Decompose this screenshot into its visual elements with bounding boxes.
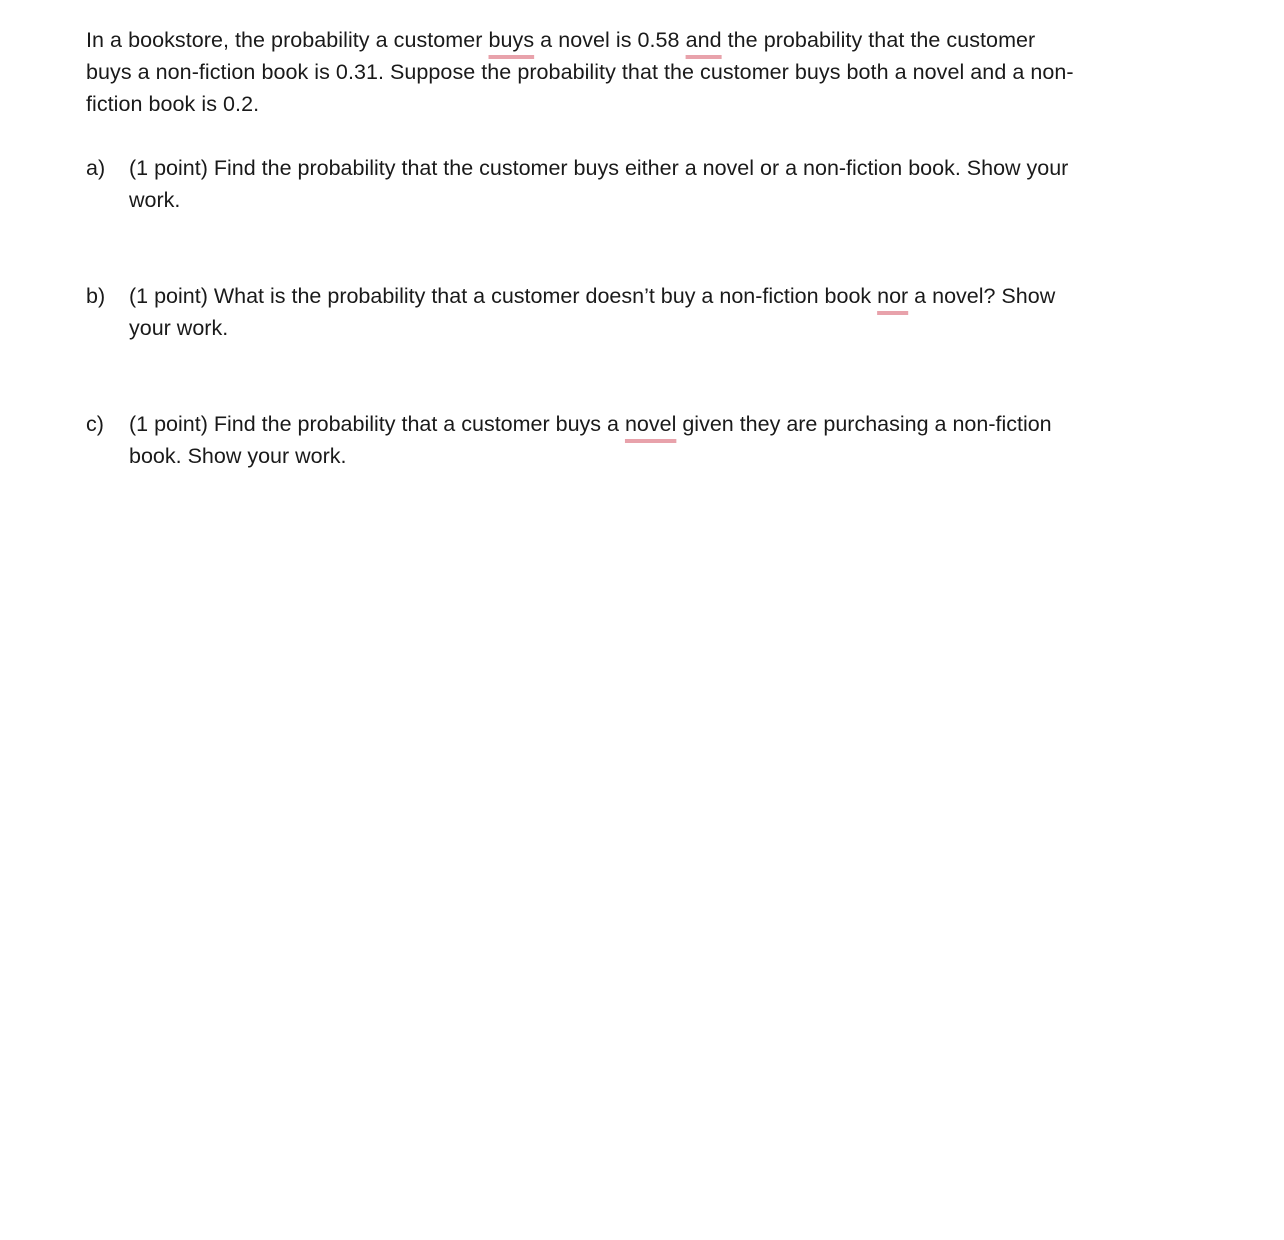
question-marker-c: c) bbox=[86, 412, 104, 436]
question-b-line-2: your work. bbox=[129, 316, 229, 340]
question-c-line-2: book. Show your work. bbox=[129, 444, 347, 468]
spelling-flag-nor[interactable]: nor bbox=[877, 284, 909, 308]
intro-line-2: buys a non-fiction book is 0.31. Suppose the probability that the customer buys both a novel and a non- bbox=[86, 60, 1074, 84]
question-a bbox=[86, 152, 1206, 216]
spelling-flag-and[interactable]: and bbox=[685, 28, 722, 52]
question-b-line-1 bbox=[129, 280, 1206, 312]
question-marker-b: b) bbox=[86, 284, 106, 308]
question-text: given they are purchasing a non-fiction bbox=[676, 412, 1052, 436]
spelling-flag-buys[interactable]: buys bbox=[488, 28, 535, 52]
question-c bbox=[86, 408, 1206, 472]
question-b bbox=[86, 280, 1206, 344]
intro-text: a novel is 0.58 bbox=[534, 28, 686, 52]
question-a-line-1: (1 point) Find the probability that the customer buys either a novel or a non-fiction book. Show your bbox=[129, 156, 1069, 180]
problem-statement bbox=[86, 24, 1206, 120]
intro-line-1 bbox=[86, 24, 1206, 56]
question-text: (1 point) Find the probability that a customer buys a bbox=[129, 412, 625, 436]
intro-text: In a bookstore, the probability a customer bbox=[86, 28, 489, 52]
intro-line-3: fiction book is 0.2. bbox=[86, 92, 260, 116]
question-c-line-1 bbox=[129, 408, 1206, 440]
document-page bbox=[86, 24, 1206, 472]
question-marker-a: a) bbox=[86, 156, 106, 180]
spelling-flag-novel[interactable]: novel bbox=[624, 412, 677, 436]
question-text: a novel? Show bbox=[908, 284, 1056, 308]
intro-text: the probability that the customer bbox=[721, 28, 1036, 52]
question-text: (1 point) What is the probability that a customer doesn’t buy a non-fiction book bbox=[129, 284, 878, 308]
question-a-line-2: work. bbox=[129, 188, 181, 212]
